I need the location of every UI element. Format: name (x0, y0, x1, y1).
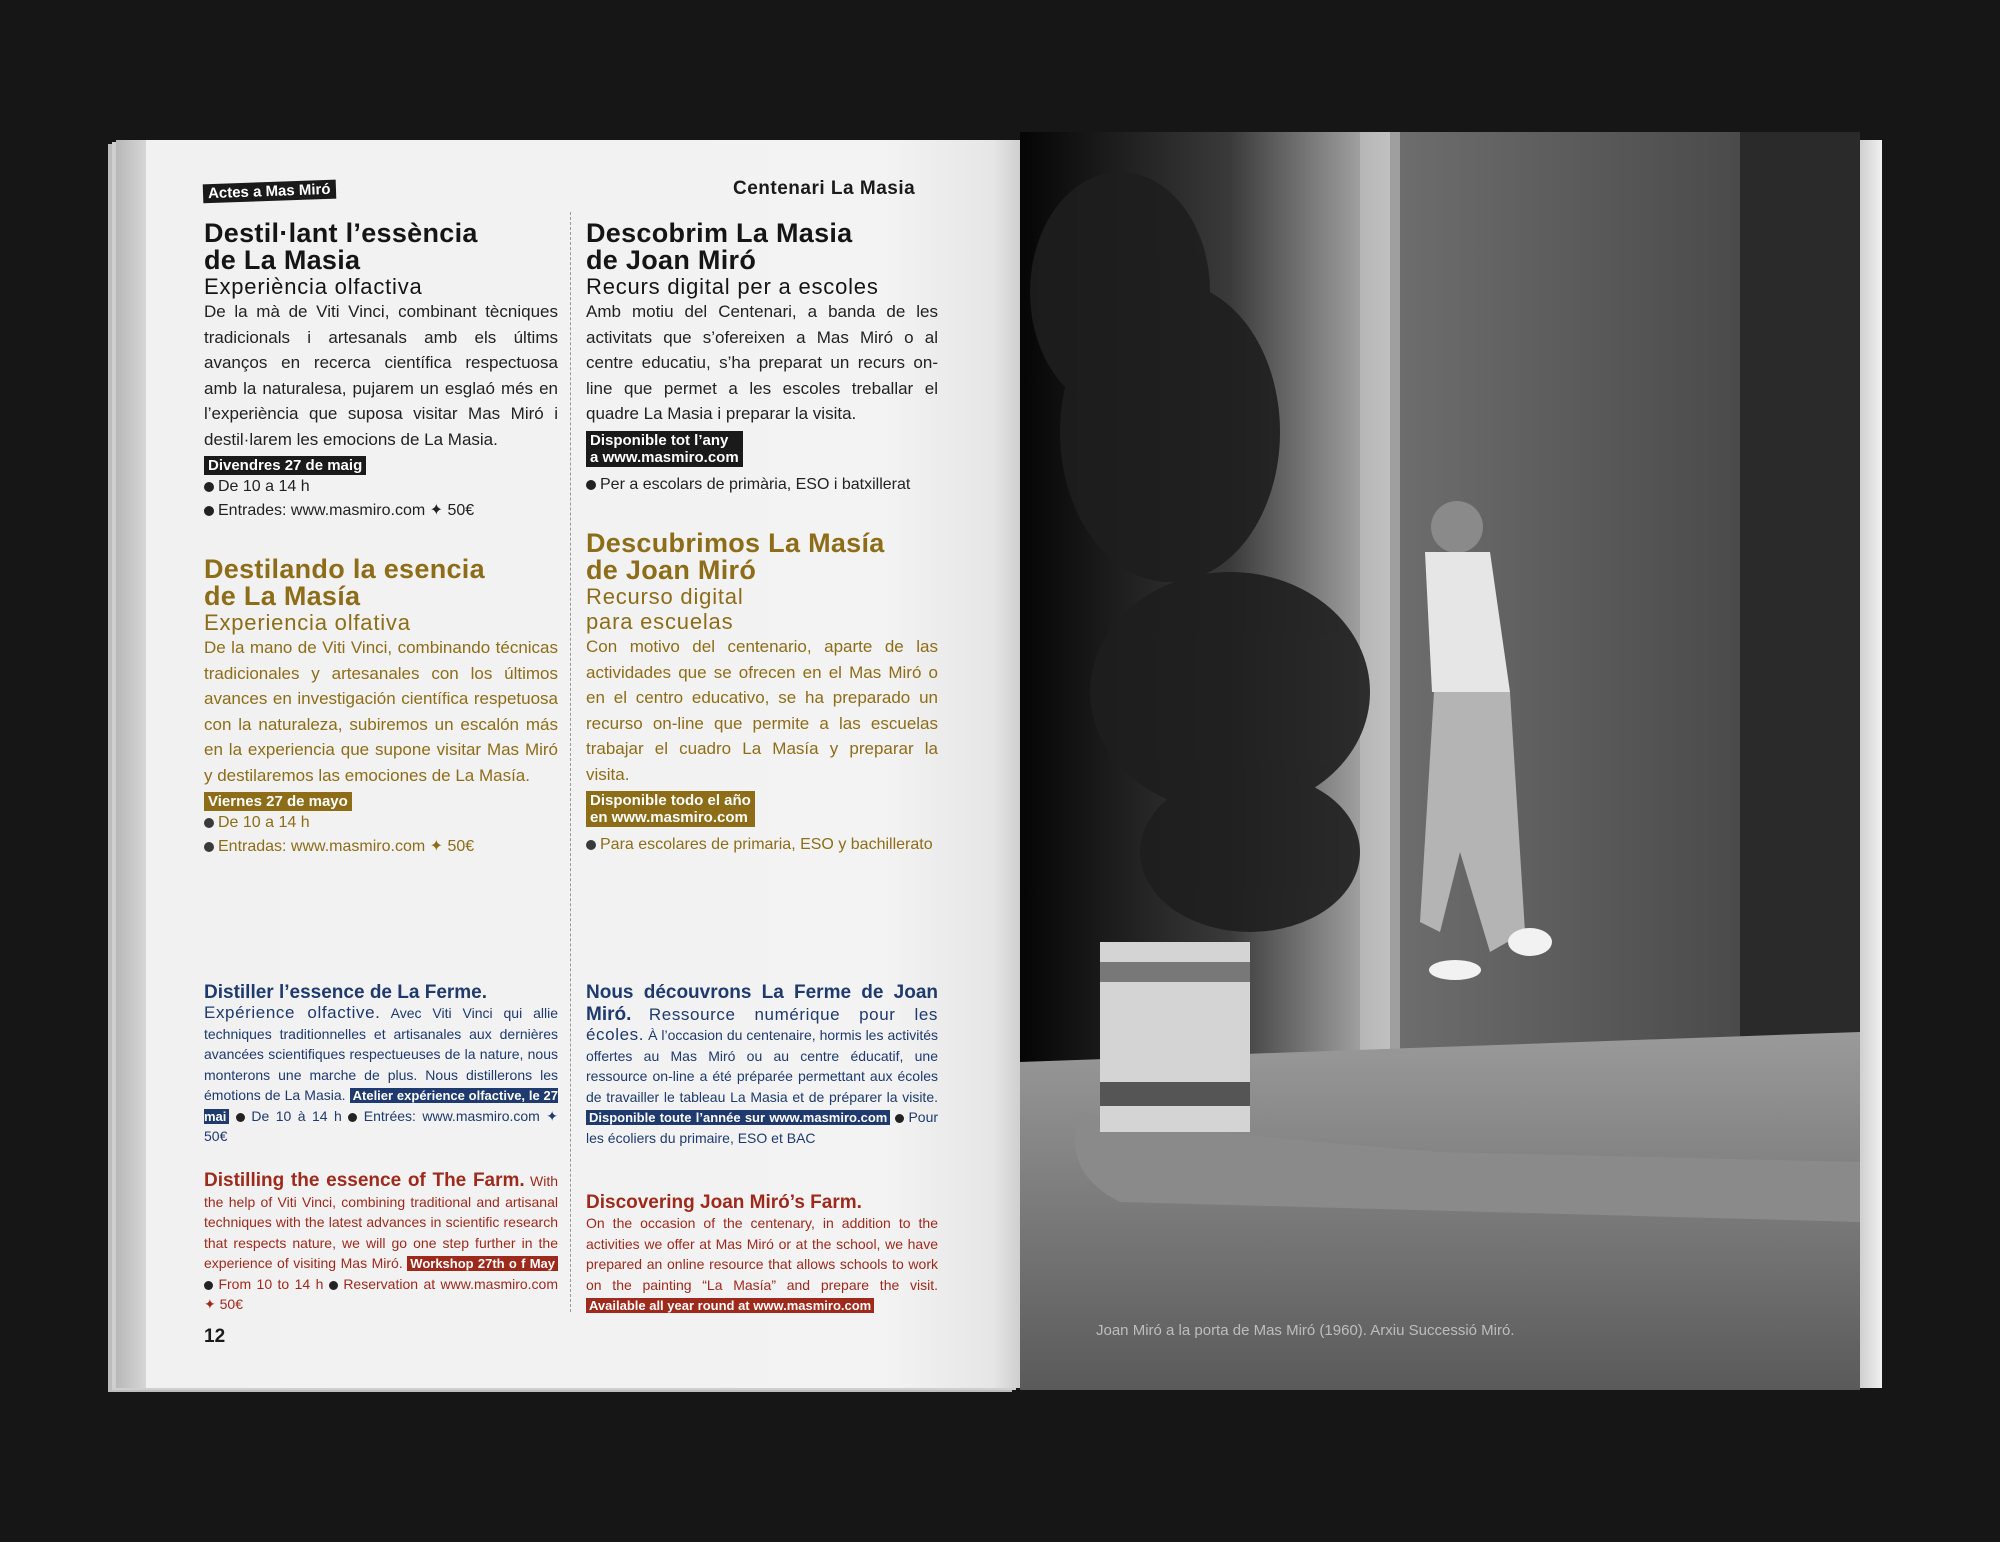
event-date-badge: Workshop 27th o f May (407, 1256, 558, 1271)
resource-title: Nous découvrons La Ferme de Joan Miró. (586, 982, 938, 1025)
bullet-icon (204, 482, 214, 492)
event-title: Distiller l’essence de La Ferme. (204, 982, 488, 1003)
event-description: De la mà de Viti Vinci, combinant tècniques tradicionals i artesanals amb els últims avanços en recerca científica respectuosa amb la naturalesa, pujarem un esglaó més en l’experiència que suposa visitar Mas Miró i destil·larem les emocions de La Masia. (204, 302, 558, 449)
resource-audience: Para escolares de primaria, ESO y bachillerato (586, 833, 938, 857)
availability-badge: Disponible toute l’année sur www.masmiro.com (586, 1110, 890, 1125)
resource-title-line: de Joan Miró (586, 245, 757, 275)
availability-badge: Disponible tot l’any a www.masmiro.com (586, 431, 743, 467)
bullet-icon (204, 818, 214, 828)
resource-title (586, 220, 938, 274)
event-distillation-fr (204, 982, 558, 1147)
event-title-line: de La Masía (204, 581, 361, 611)
left-page-edge (116, 140, 146, 1388)
bullet-icon (586, 840, 596, 850)
availability-badge: Disponible todo el año en www.masmiro.com (586, 791, 755, 827)
resource-ca (586, 220, 938, 497)
resource-description: Amb motiu del Centenari, a banda de les activitats que s’ofereixen a Mas Miró o al centre educatiu, s’ha preparat un recurs on-line que permet a les escoles treballar el quadre La Masia i preparar la visita. (586, 302, 938, 423)
event-date-badge: Atelier expérience olfactive, le 27 mai (204, 1088, 558, 1124)
right-page-photo (1020, 132, 1860, 1390)
event-distillation-es (204, 556, 558, 859)
resource-es (586, 530, 938, 857)
event-tickets: Entrades: www.masmiro.com ✦ 50€ (204, 499, 558, 523)
running-header: Centenari La Masia (733, 178, 916, 199)
event-distillation-ca (204, 220, 558, 523)
event-date-badge: Divendres 27 de maig (204, 456, 366, 475)
resource-title-line: de Joan Miró (586, 555, 757, 585)
resource-description: Con motivo del centenario, aparte de las actividades que se ofrecen en el Mas Miró o en el centro educativo, se ha preparado un recurso on-line que permite a las escuelas trabajar el cuadro La Masía y preparar la visita. (586, 637, 938, 784)
bullet-icon (895, 1114, 904, 1123)
event-subtitle: Expérience olfactive. (204, 1003, 381, 1022)
right-page-edge (1860, 140, 1882, 1388)
event-tickets: Entradas: www.masmiro.com ✦ 50€ (204, 835, 558, 859)
bullet-icon (204, 1281, 213, 1290)
resource-en (586, 1192, 938, 1316)
event-description: Distilling the essence of The Farm. With the help of Viti Vinci, combining traditional and artisanal techniques with the latest advances in scientific research that respects nature, we will go one step further in the experience of visiting Mas Miró. Workshop 27th o f May From 10 to 14 h Reservation at www.masmiro.com ✦ 50€ (204, 1170, 559, 1312)
resource-fr (586, 982, 938, 1148)
event-description: Expérience olfactive. Avec Viti Vinci qui allie techniques traditionnelles et artisanales aux dernières avancées scientifiques respectueuses de la nature, nous monterons une marche de plus. Nous distillerons les émotions de La Masia. Atelier expérience olfactive, le 27 mai De 10 à 14 h Entrées: www.masmiro.com ✦ 50€ (204, 1003, 559, 1144)
page-number: 12 (204, 1326, 226, 1347)
event-title: Distilling the essence of The Farm. (204, 1170, 525, 1191)
resource-audience: Per a escolars de primària, ESO i batxillerat (586, 473, 938, 497)
event-time: De 10 a 14 h (204, 475, 558, 499)
resource-description: Nous découvrons La Ferme de Joan Miró. Ressource numérique pour les écoles. À l’occasion du centenaire, hormis les activités offertes au Mas Miró ou au centre éducatif, une ressource on-line a été préparée permettant aux écoles de travailler le tableau La Masia et de préparer la visite. Disponible toute l’année sur www.masmiro.com Pour les écoliers du primaire, ESO et BAC (586, 982, 939, 1146)
event-title-line: de La Masia (204, 245, 361, 275)
bullet-icon (204, 842, 214, 852)
column-divider (570, 212, 571, 1312)
resource-subtitle: Recurso digital para escuelas (586, 584, 744, 634)
event-title-line: Destil·lant l’essència (204, 218, 478, 248)
event-title (204, 556, 558, 610)
event-title (204, 220, 558, 274)
availability-badge: Available all year round at www.masmiro.com (586, 1298, 874, 1313)
resource-subtitle: Ressource numérique pour les écoles. (586, 1004, 939, 1044)
event-date-badge: Viernes 27 de mayo (204, 792, 352, 811)
photo-joan-miro-doorway (1020, 132, 1860, 1390)
bullet-icon (204, 506, 214, 516)
section-tag: Actes a Mas Miró (203, 180, 336, 204)
resource-title (586, 530, 938, 584)
event-subtitle: Experiencia olfativa (204, 610, 411, 635)
bullet-icon (329, 1281, 338, 1290)
photo-caption: Joan Miró a la porta de Mas Miró (1960). Arxiu Successió Miró. (1096, 1322, 1515, 1339)
resource-subtitle: Recurs digital per a escoles (586, 274, 879, 299)
bullet-icon (348, 1113, 357, 1122)
event-subtitle: Experiència olfactiva (204, 274, 423, 299)
resource-title-line: Descubrimos La Masía (586, 528, 885, 558)
event-time: De 10 a 14 h (204, 811, 558, 835)
event-title-line: Destilando la esencia (204, 554, 485, 584)
resource-description: On the occasion of the centenary, in addition to the activities we offer at Mas Miró or at the school, we have prepared an online resource that allows schools to work on the painting “La Masía” and prepare the visit. Available all year round at www.masmiro.com (586, 1215, 938, 1313)
resource-title: Discovering Joan Miró’s Farm. (586, 1192, 862, 1213)
bullet-icon (586, 480, 596, 490)
bullet-icon (236, 1113, 245, 1122)
event-description: De la mano de Viti Vinci, combinando técnicas tradicionales y artesanales con los últimos avances en investigación científica respetuosa con la naturaleza, subiremos un escalón más en la experiencia que supone visitar Mas Miró y destilaremos las emociones de La Masía. (204, 638, 558, 785)
event-distillation-en (204, 1170, 558, 1315)
resource-title-line: Descobrim La Masia (586, 218, 853, 248)
